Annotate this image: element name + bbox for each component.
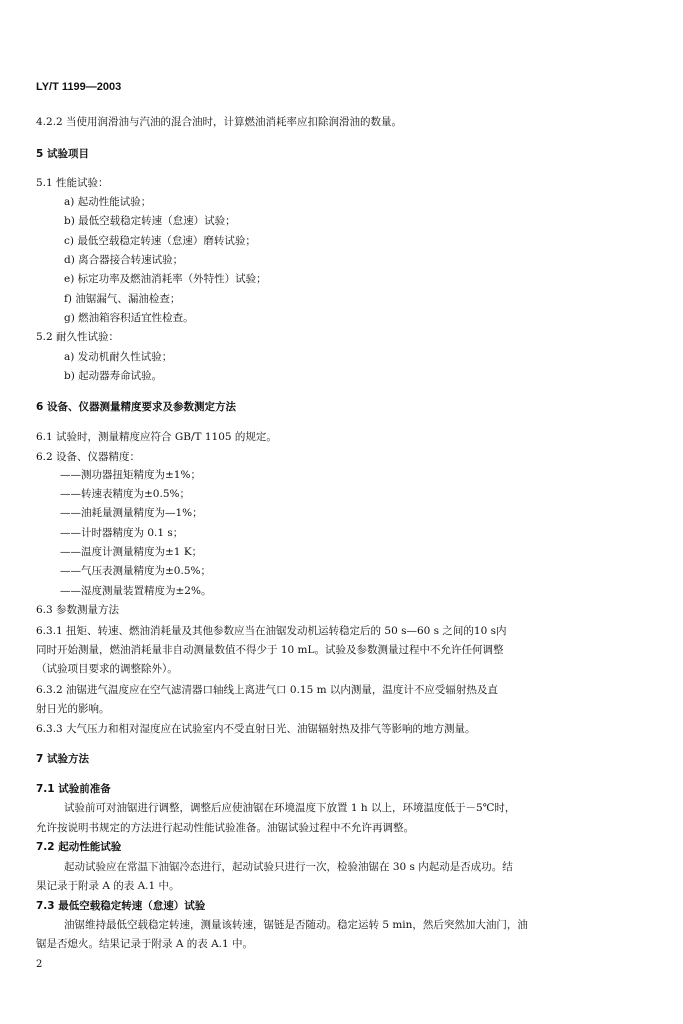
clause-7-3-line2: 锯是否熄火。结果记录于附录 A 的表 A.1 中。 <box>36 938 254 950</box>
list-item-b: b) 最低空载稳定转速（怠速）试验； <box>64 215 236 227</box>
list-item-d: d) 离合器接合转速试验； <box>64 254 184 266</box>
clause-6-2: 6.2 设备、仪器精度： <box>36 451 141 463</box>
clause-6-3-2-line1: 6.3.2 油锯进气温度应在空气滤清器口轴线上离进气口 0.15 m 以内测量，温度计不应受辐射热及直 <box>36 684 498 696</box>
clause-7-3-line1: 油锯维持最低空载稳定转速，测量该转速，锯链是否随动。稳定运转 5 min，然后突然加大油门，油 <box>64 919 528 931</box>
clause-7-2-line1: 起动试验应在常温下油锯冷态进行，起动试验只进行一次，检验油锯在 30 s 内起动是否成功。结 <box>64 861 513 873</box>
clause-6-3-2-line2: 射日光的影响。 <box>36 703 110 715</box>
clause-6-3-3: 6.3.3 大气压力和相对湿度应在试验室内不受直射日光、油锯辐射热及排气等影响的地方测量。 <box>36 723 476 735</box>
page-number: 2 <box>36 959 43 970</box>
list-item-a-2: a) 发动机耐久性试验； <box>64 351 173 363</box>
clause-7-2-line2: 果记录于附录 A 的表 A.1 中。 <box>36 880 180 892</box>
clause-6-3-1-line3: （试验项目要求的调整除外）。 <box>36 663 178 675</box>
clause-7-2-heading: 7.2 起动性能试验 <box>36 841 122 853</box>
clause-7-1-line1: 试验前可对油锯进行调整，调整后应使油锯在环境温度下放置 1 h 以上，环境温度低于－5℃时， <box>64 802 516 814</box>
dash-item-tachometer: ——转速表精度为±0.5%； <box>60 488 190 500</box>
dash-item-thermometer: ——温度计测量精度为±1 K； <box>60 546 203 558</box>
clause-7-1-heading: 7.1 试验前准备 <box>36 783 111 795</box>
list-item-g: g) 燃油箱容积适宜性检查。 <box>64 312 194 324</box>
clause-4-2-2: 4.2.2 当使用润滑油与汽油的混合油时，计算燃油消耗率应扣除润滑油的数量。 <box>36 116 403 128</box>
dash-item-humidity: ——湿度测量装置精度为±2%。 <box>60 585 212 597</box>
section-7-heading: 7 试验方法 <box>36 753 89 765</box>
dash-item-barometer: ——气压表测量精度为±0.5%； <box>60 565 211 577</box>
clause-7-1-line2: 允许按说明书规定的方法进行起动性能试验准备。油锯试验过程中不允许再调整。 <box>36 822 414 834</box>
section-6-heading: 6 设备、仪器测量精度要求及参数测定方法 <box>36 401 236 413</box>
list-item-e: e) 标定功率及燃油消耗率（外特性）试验； <box>64 273 267 285</box>
clause-6-3-1-line2: 同时开始测量，燃油消耗量非自动测量数值不得少于 10 mL。试验及参数测量过程中不允许任何调整 <box>36 644 504 656</box>
clause-5-2: 5.2 耐久性试验： <box>36 331 120 343</box>
clause-7-3-heading: 7.3 最低空载稳定转速（怠速）试验 <box>36 900 206 912</box>
clause-5-1: 5.1 性能试验： <box>36 177 109 189</box>
list-item-c: c) 最低空载稳定转速（怠速）磨转试验； <box>64 235 256 247</box>
dash-item-fuel: ——油耗量测量精度为—1%； <box>60 507 203 519</box>
clause-6-1: 6.1 试验时，测量精度应符合 GB/T 1105 的规定。 <box>36 431 277 443</box>
dash-item-torque: ——测功器扭矩精度为±1%； <box>60 469 201 481</box>
standard-number: LY/T 1199—2003 <box>36 81 122 93</box>
dash-item-timer: ——计时器精度为 0.1 s； <box>60 527 184 539</box>
list-item-a: a) 起动性能试验； <box>64 196 152 208</box>
list-item-b-2: b) 起动器寿命试验。 <box>64 370 163 382</box>
list-item-f: f) 油锯漏气、漏油检查； <box>64 293 181 305</box>
section-5-heading: 5 试验项目 <box>36 148 89 160</box>
clause-6-3-1-line1: 6.3.1 扭矩、转速、燃油消耗量及其他参数应当在油锯发动机运转稳定后的 50 s—60 s 之间的10 s内 <box>36 625 507 637</box>
clause-6-3: 6.3 参数测量方法 <box>36 604 120 616</box>
